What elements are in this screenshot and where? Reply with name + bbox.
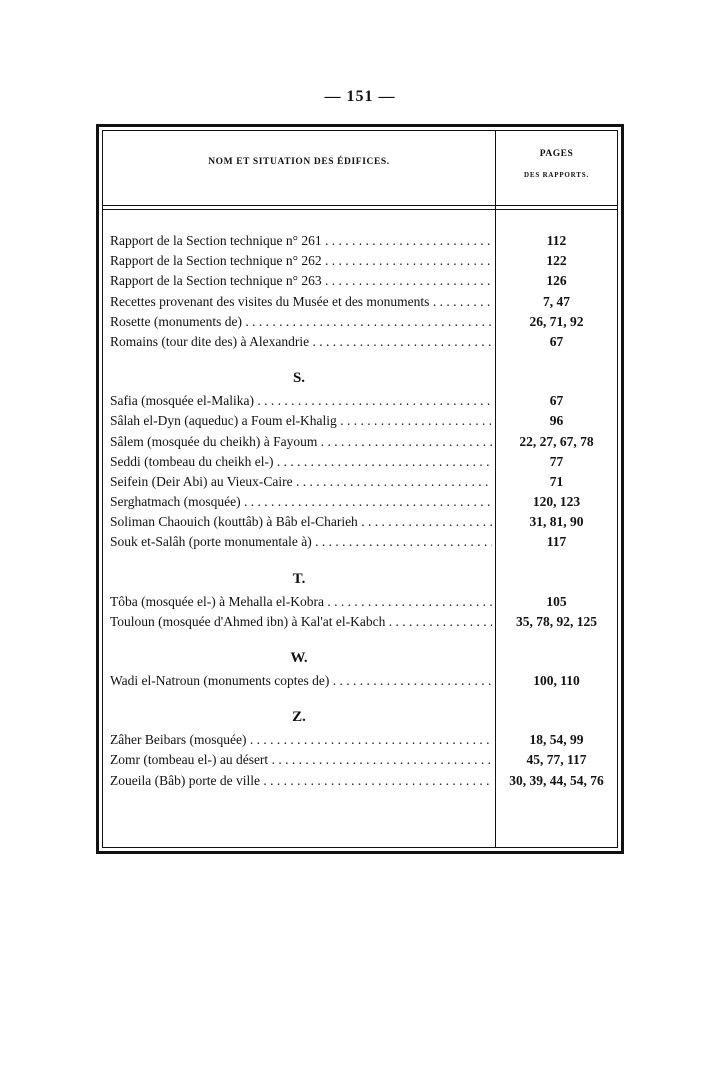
name-column-header: NOM ET SITUATION DES ÉDIFICES. xyxy=(208,157,390,167)
edifice-name: Sâlem (mosquée du cheikh) à Fayoum . . . xyxy=(110,432,492,452)
section-letter xyxy=(103,632,617,671)
table-row xyxy=(103,771,617,791)
table-row xyxy=(103,492,617,512)
edifice-name: Soliman Chaouich (kouttâb) à Bâb el-Charieh . . . xyxy=(110,512,492,532)
table-row xyxy=(103,612,617,632)
report-pages: 105 xyxy=(546,593,567,609)
report-pages: 45, 77, 117 xyxy=(526,752,587,768)
table-row xyxy=(103,231,617,251)
table-row xyxy=(103,750,617,770)
pages-header-line1: PAGES xyxy=(539,149,574,159)
section-letter-label: T. xyxy=(292,570,306,587)
report-pages: 96 xyxy=(549,413,564,429)
edifice-name: Rapport de la Section technique n° 261 . . . xyxy=(110,231,492,251)
edifice-name: Zoueila (Bâb) porte de ville . . . xyxy=(110,771,492,791)
edifice-name: Rapport de la Section technique n° 262 . . . xyxy=(110,251,492,271)
report-pages: 35, 78, 92, 125 xyxy=(516,613,597,629)
edifice-name: Rapport de la Section technique n° 263 . . . xyxy=(110,271,492,291)
edifice-name: Seddi (tombeau du cheikh el-) . . . xyxy=(110,452,492,472)
edifice-name: Seifein (Deir Abi) au Vieux-Caire . . . xyxy=(110,472,492,492)
table-row xyxy=(103,312,617,332)
report-pages: 126 xyxy=(546,273,567,289)
table-row xyxy=(103,271,617,291)
report-pages: 117 xyxy=(546,534,567,550)
report-pages: 30, 39, 44, 54, 76 xyxy=(509,772,604,788)
table-inner-border xyxy=(102,130,618,848)
pages-header-line2: DES RAPPORTS. xyxy=(524,171,589,179)
table-row xyxy=(103,592,617,612)
table-row xyxy=(103,452,617,472)
section-letter xyxy=(103,352,617,391)
table-row xyxy=(103,292,617,312)
edifice-name: Safia (mosquée el-Malika) . . . xyxy=(110,391,492,411)
header-rule xyxy=(103,205,617,206)
report-pages: 112 xyxy=(546,233,567,248)
report-pages: 100, 110 xyxy=(533,673,580,688)
table-row xyxy=(103,730,617,750)
edifice-name: Recettes provenant des visites du Musée et des monuments . . . xyxy=(110,292,492,312)
section-letter-label: S. xyxy=(292,370,306,387)
edifice-name: Tôba (mosquée el-) à Mehalla el-Kobra . . . xyxy=(110,592,492,612)
table-row xyxy=(103,671,617,691)
index-table xyxy=(96,124,624,854)
table-row xyxy=(103,512,617,532)
report-pages: 77 xyxy=(549,453,564,469)
table-row xyxy=(103,332,617,352)
section-letter-label: W. xyxy=(290,650,308,666)
edifice-name: Zâher Beibars (mosquée) . . . xyxy=(110,730,492,750)
report-pages: 18, 54, 99 xyxy=(529,732,584,748)
edifice-name: Souk et-Salâh (porte monumentale à) . . . xyxy=(110,532,492,552)
table-row xyxy=(103,411,617,431)
report-pages: 31, 81, 90 xyxy=(529,514,584,530)
edifice-name: Romains (tour dite des) à Alexandrie . . . xyxy=(110,332,492,352)
table-row xyxy=(103,391,617,411)
report-pages: 122 xyxy=(546,253,567,269)
section-letter xyxy=(103,691,617,730)
edifice-name: Zomr (tombeau el-) au désert . . . xyxy=(110,750,492,770)
report-pages: 22, 27, 67, 78 xyxy=(519,433,594,449)
table-row xyxy=(103,532,617,552)
section-letter-label: Z. xyxy=(292,709,306,726)
header-rule-double xyxy=(103,209,617,210)
report-pages: 7, 47 xyxy=(543,293,570,309)
edifice-name: Sâlah el-Dyn (aqueduc) a Foum el-Khalig . . . xyxy=(110,411,492,431)
edifice-name: Touloun (mosquée d'Ahmed ibn) à Kal'at el-Kabch . . . xyxy=(110,612,492,632)
report-pages: 120, 123 xyxy=(532,494,581,510)
report-pages: 67 xyxy=(549,393,564,409)
edifice-name: Serghatmach (mosquée) . . . xyxy=(110,492,492,512)
table-row xyxy=(103,251,617,271)
table-body xyxy=(103,231,617,791)
report-pages: 71 xyxy=(549,473,564,489)
table-row xyxy=(103,472,617,492)
table-row xyxy=(103,432,617,452)
edifice-name: Wadi el-Natroun (monuments coptes de) . . . xyxy=(110,671,492,691)
edifice-name: Rosette (monuments de) . . . xyxy=(110,312,492,332)
report-pages: 26, 71, 92 xyxy=(529,313,584,329)
section-letter xyxy=(103,553,617,592)
report-pages: 67 xyxy=(549,333,564,349)
page-number: — 151 — xyxy=(324,88,396,105)
